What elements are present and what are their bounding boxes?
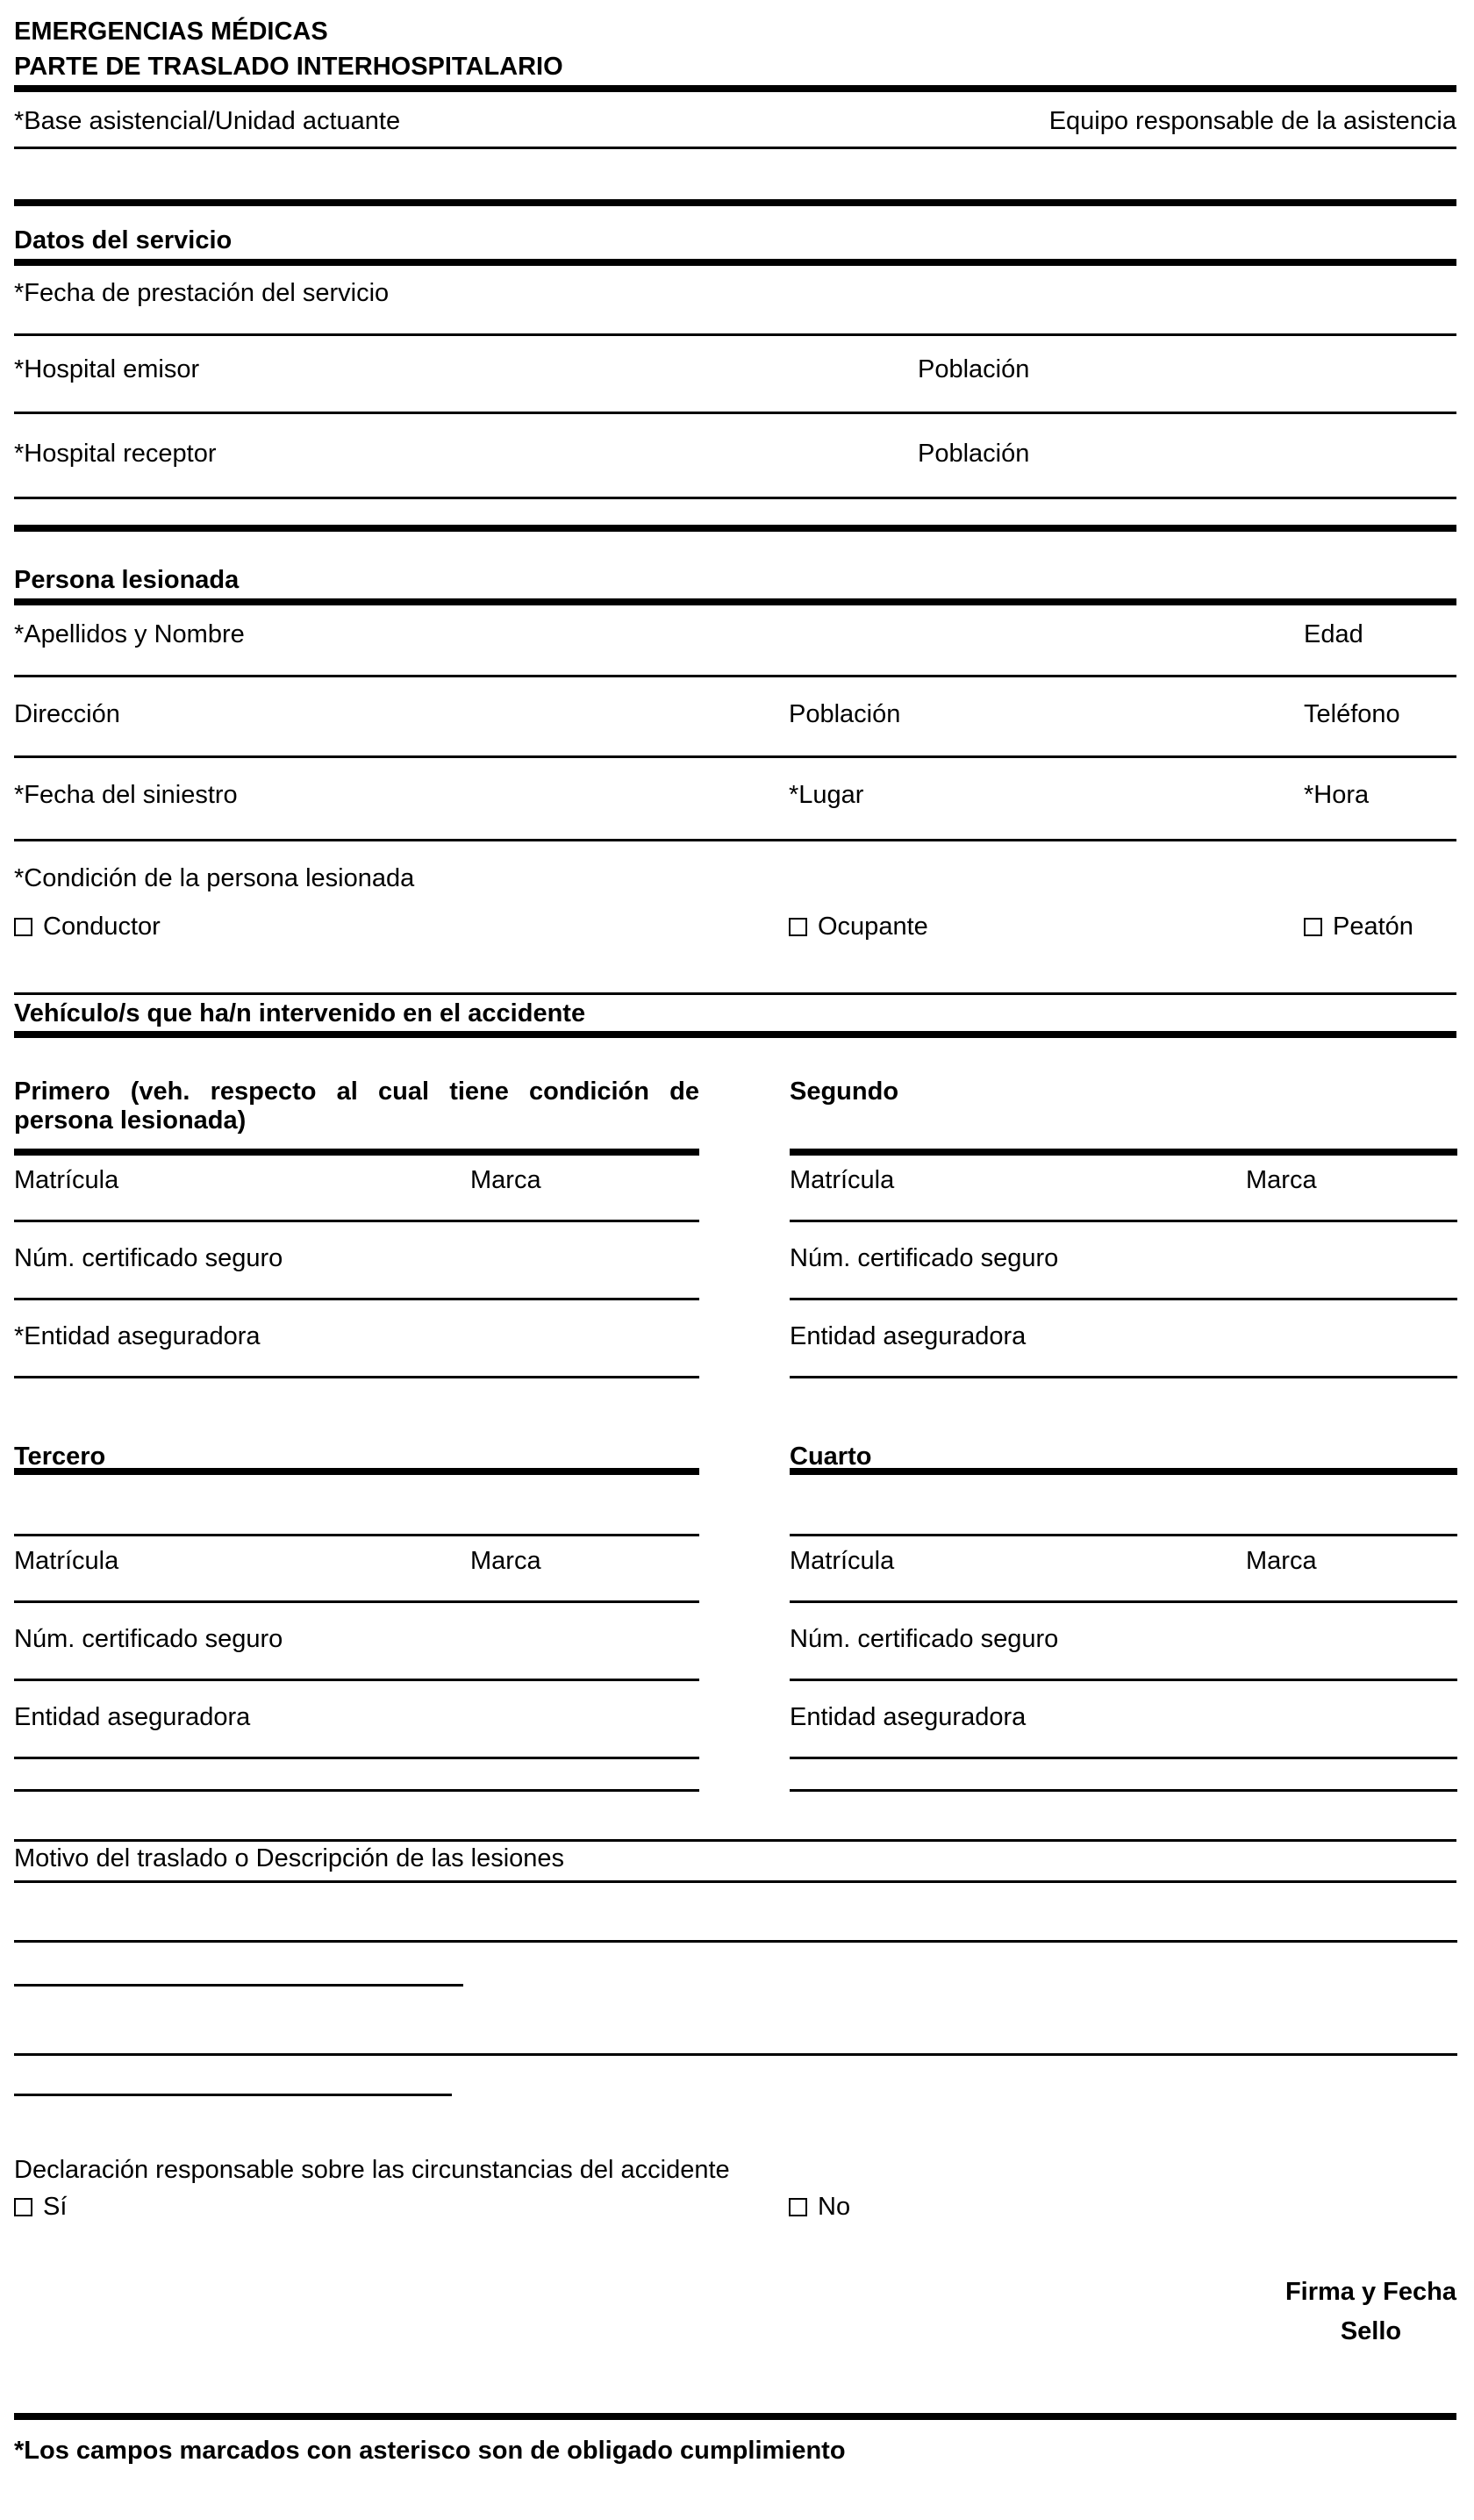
equipo-responsable-label: Equipo responsable de la asistencia (1048, 107, 1456, 135)
fecha-siniestro-label: *Fecha del siniestro (14, 781, 238, 809)
matricula-label: Matrícula (790, 1547, 895, 1575)
hospital-receptor-write-line (14, 497, 1456, 499)
peaton-label: Peatón (1333, 913, 1413, 941)
section-divider-top (14, 199, 1456, 206)
sello-label: Sello (1340, 2317, 1402, 2345)
matricula-label: Matrícula (14, 1547, 119, 1575)
cuarto-num-certificado-cell: Núm. certificado seguro (790, 1603, 1457, 1681)
edad-label: Edad (1304, 620, 1363, 648)
condicion-options-row (14, 913, 1456, 941)
title-underline (14, 85, 1456, 92)
tercero-num-certificado-cell: Núm. certificado seguro (14, 1603, 699, 1681)
primero-matricula-marca-cell (14, 1156, 699, 1222)
checkbox-si[interactable] (14, 2198, 32, 2216)
write-line-4 (14, 2094, 452, 2096)
declaracion-label: Declaración responsable sobre las circunstancias del accidente (14, 2156, 730, 2184)
conductor-label: Conductor (43, 913, 161, 941)
cuarto-blank-write-line (790, 1475, 1457, 1536)
marca-label: Marca (1246, 1547, 1317, 1575)
hospital-receptor-label: *Hospital receptor (14, 440, 217, 468)
apellidos-edad-row (14, 620, 1456, 649)
no-label: No (818, 2193, 851, 2221)
direccion-label: Dirección (14, 700, 120, 728)
vehicle-block-cuarto (790, 1443, 1457, 1792)
tercero-title: Tercero (14, 1443, 699, 1475)
primero-num-certificado-cell: Núm. certificado seguro (14, 1222, 699, 1300)
motivo-underline (14, 1880, 1456, 1883)
write-line-3 (14, 2053, 1457, 2056)
telefono-label: Teléfono (1304, 700, 1400, 728)
marca-label: Marca (470, 1166, 541, 1194)
hospital-receptor-row (14, 440, 1456, 469)
marca-label: Marca (1246, 1166, 1317, 1194)
option-si (14, 2193, 789, 2222)
matricula-label: Matrícula (790, 1166, 895, 1194)
write-line-2 (14, 1984, 463, 1987)
hospital-emisor-row (14, 355, 1456, 384)
si-label: Sí (43, 2193, 68, 2221)
option-conductor (14, 913, 789, 941)
hospital-emisor-label: *Hospital emisor (14, 355, 200, 383)
checkbox-peaton[interactable] (1304, 918, 1322, 936)
primero-title: Primero (veh. respecto al cual tiene condición de persona lesionada) (14, 1077, 699, 1156)
base-asistencial-label: *Base asistencial/Unidad actuante (14, 107, 401, 135)
segundo-title: Segundo (790, 1077, 1457, 1156)
hospital-emisor-write-line (14, 412, 1456, 414)
persona-underline (14, 598, 1456, 605)
hospital-receptor-poblacion-label: Población (918, 440, 1030, 468)
segundo-matricula-marca-cell (790, 1156, 1457, 1222)
declaracion-options-row (14, 2193, 1456, 2222)
vehiculos-underline (14, 1031, 1456, 1038)
section-divider-persona (14, 525, 1456, 532)
fecha-prestacion-label: *Fecha de prestación del servicio (14, 279, 390, 307)
apellidos-write-line (14, 675, 1456, 677)
option-peaton (1304, 913, 1456, 941)
footer-divider (14, 2413, 1456, 2420)
ocupante-label: Ocupante (818, 913, 928, 941)
cuarto-entidad-cell: Entidad aseguradora (790, 1681, 1457, 1759)
hora-label: *Hora (1304, 781, 1370, 809)
form-title-line-1: EMERGENCIAS MÉDICAS (14, 18, 328, 46)
cuarto-bottom-write-line (790, 1759, 1457, 1792)
condicion-label: *Condición de la persona lesionada (14, 864, 415, 892)
tercero-entidad-cell: Entidad aseguradora (14, 1681, 699, 1759)
base-equipo-row (14, 107, 1456, 136)
matricula-label: Matrícula (14, 1166, 119, 1194)
primero-entidad-cell: *Entidad aseguradora (14, 1300, 699, 1378)
firma-block (1285, 2273, 1456, 2352)
base-equipo-write-line (14, 147, 1456, 149)
option-ocupante (789, 913, 1304, 941)
section-title-persona-lesionada: Persona lesionada (14, 566, 240, 594)
firma-area (14, 2273, 1456, 2352)
footer-note: *Los campos marcados con asterisco son de obligado cumplimiento (14, 2437, 846, 2465)
firma-fecha-label: Firma y Fecha (1284, 2278, 1456, 2306)
siniestro-write-line (14, 839, 1456, 841)
vehicles-row-2 (14, 1443, 1456, 1792)
datos-servicio-underline (14, 259, 1456, 266)
motivo-label: Motivo del traslado o Descripción de las lesiones (14, 1844, 565, 1872)
segundo-entidad-cell: Entidad aseguradora (790, 1300, 1457, 1378)
checkbox-conductor[interactable] (14, 918, 32, 936)
hospital-emisor-poblacion-label: Población (918, 355, 1030, 383)
tercero-matricula-marca-cell (14, 1536, 699, 1603)
direccion-poblacion-label: Población (789, 700, 901, 728)
vehicle-block-segundo (790, 1077, 1457, 1378)
vehicle-block-primero (14, 1077, 699, 1378)
write-line-1 (14, 1940, 1457, 1943)
section-title-datos-servicio: Datos del servicio (14, 226, 233, 254)
tercero-blank-write-line (14, 1475, 699, 1536)
segundo-num-certificado-cell: Núm. certificado seguro (790, 1222, 1457, 1300)
checkbox-ocupante[interactable] (789, 918, 807, 936)
option-no (789, 2193, 1456, 2222)
lugar-label: *Lugar (789, 781, 864, 809)
checkbox-no[interactable] (789, 2198, 807, 2216)
direccion-row (14, 700, 1456, 729)
tercero-bottom-write-line (14, 1759, 699, 1792)
cuarto-matricula-marca-cell (790, 1536, 1457, 1603)
motivo-top-line (14, 1839, 1456, 1842)
section-title-vehiculos: Vehículo/s que ha/n intervenido en el accidente (14, 999, 586, 1027)
vehicle-block-tercero (14, 1443, 699, 1792)
vehiculos-top-line (14, 992, 1456, 995)
fecha-siniestro-row (14, 781, 1456, 810)
apellidos-nombre-label: *Apellidos y Nombre (14, 620, 245, 648)
cuarto-title: Cuarto (790, 1443, 1457, 1475)
vehicles-row-1 (14, 1077, 1456, 1378)
marca-label: Marca (470, 1547, 541, 1575)
fecha-prestacion-write-line (14, 333, 1456, 336)
direccion-write-line (14, 755, 1456, 758)
form-title-line-2: PARTE DE TRASLADO INTERHOSPITALARIO (14, 53, 563, 81)
